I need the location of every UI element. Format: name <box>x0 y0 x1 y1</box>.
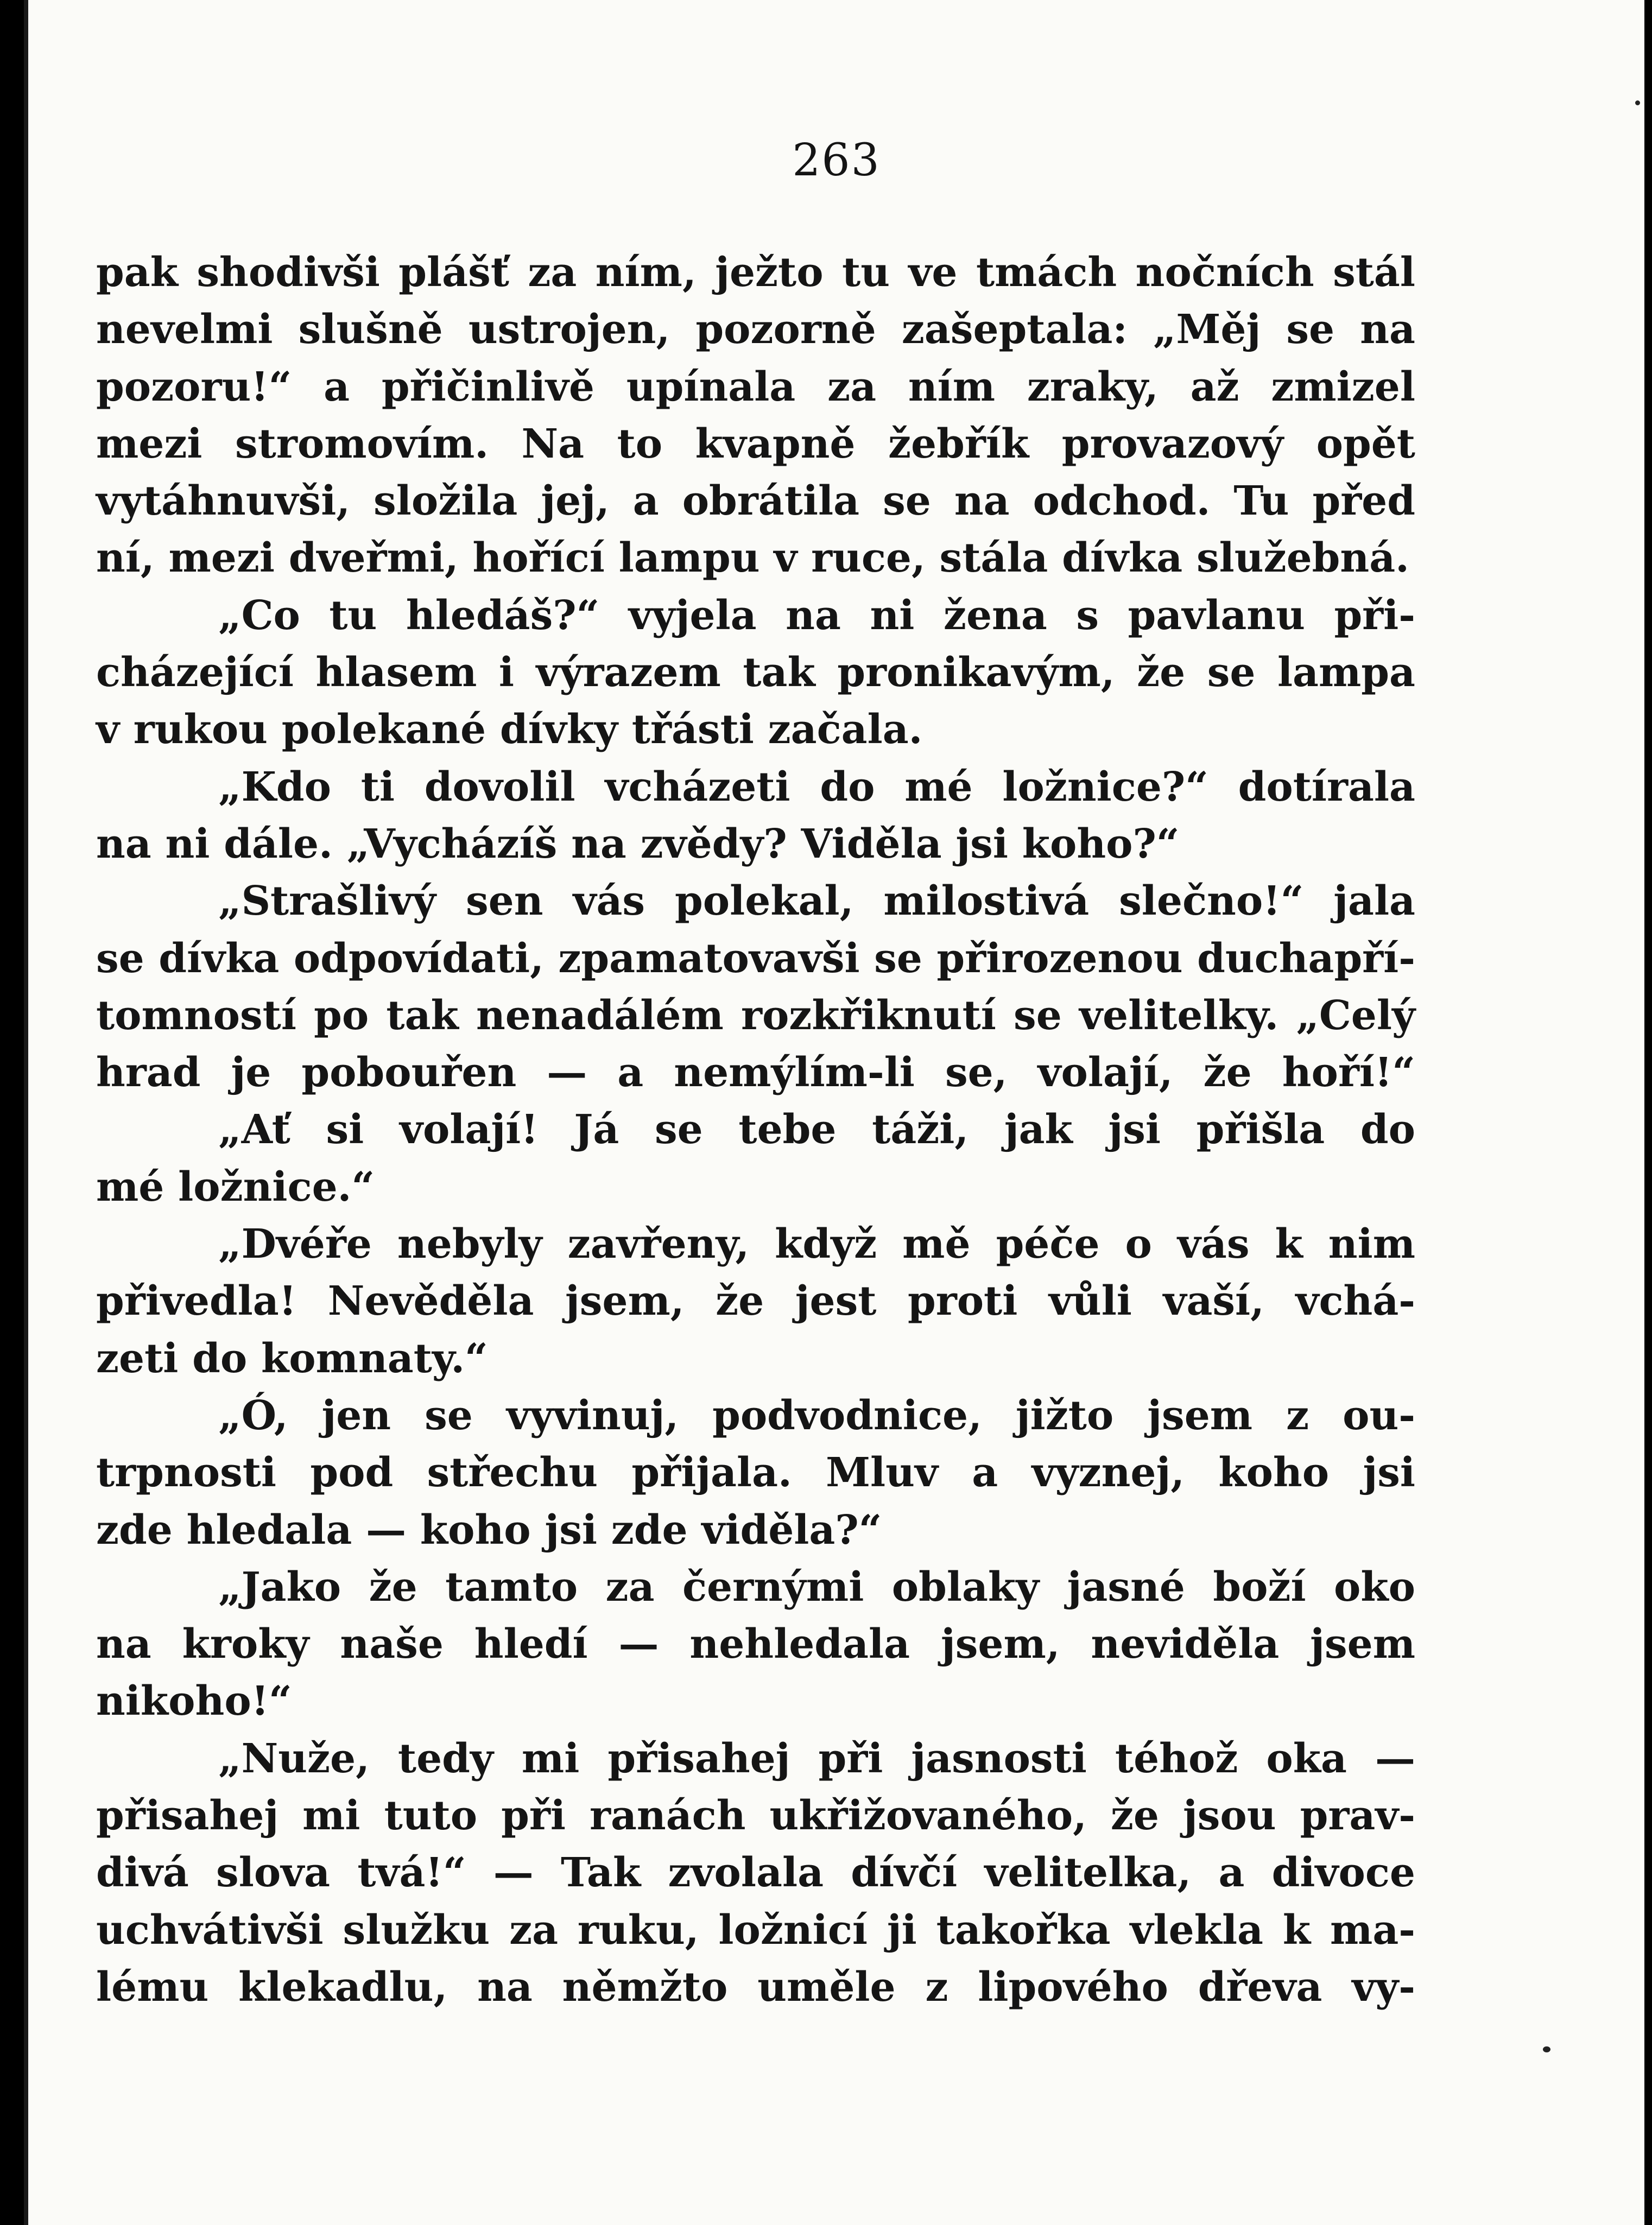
text-line: „Co tu hledáš?“ vyjela na ni žena s pavlanu při- <box>218 592 1415 639</box>
text-line: mezi stromovím. Na to kvapně žebřík provazový opět <box>96 420 1415 467</box>
book-page <box>24 0 1644 2225</box>
text-line: na ni dále. „Vycházíš na zvědy? Viděla jsi koho?“ <box>96 820 1180 867</box>
text-line: cházející hlasem i výrazem tak pronikavým, že se lampa <box>96 649 1415 696</box>
text-line: nikoho!“ <box>96 1678 292 1725</box>
text-line: se dívka odpovídati, zpamatovavši se přirozenou duchapří- <box>96 935 1415 982</box>
text-line: pak shodivši plášť za ním, ježto tu ve tmách nočních stál <box>96 249 1415 296</box>
text-line: zde hledala — koho jsi zde viděla?“ <box>96 1506 882 1554</box>
text-line: nevelmi slušně ustrojen, pozorně zašeptala: „Měj se na <box>96 306 1415 353</box>
text-line: lému klekadlu, na němžto uměle z lipového dřeva vy- <box>96 1963 1415 2011</box>
text-line: „Kdo ti dovolil vcházeti do mé ložnice?“ dotírala <box>218 763 1415 810</box>
text-line: „Jako že tamto za černými oblaky jasné boží oko <box>218 1563 1415 1611</box>
text-line: přivedla! Nevěděla jsem, že jest proti vůli vaší, vchá- <box>96 1278 1415 1325</box>
text-line: hrad je pobouřen — a nemýlím-li se, volají, že hoří!“ <box>96 1049 1415 1096</box>
text-line: „Nuže, tedy mi přisahej při jasnosti téhož oka — <box>218 1735 1415 1782</box>
text-line: „Ať si volají! Já se tebe táži, jak jsi přišla do <box>218 1106 1415 1153</box>
print-speck <box>1635 100 1640 105</box>
text-line: pozoru!“ a přičinlivě upínala za ním zraky, až zmizel <box>96 363 1415 410</box>
text-line: v rukou polekané dívky třásti začala. <box>96 706 923 753</box>
text-line: na kroky naše hledí — nehledala jsem, neviděla jsem <box>96 1621 1415 1668</box>
text-line: přisahej mi tuto při ranách ukřižovaného, že jsou prav- <box>96 1792 1415 1840</box>
text-line: uchvátivši služku za ruku, ložnicí ji takořka vlekla k ma- <box>96 1906 1415 1954</box>
text-line: mé ložnice.“ <box>96 1163 375 1210</box>
text-line: ní, mezi dveřmi, hořící lampu v ruce, stála dívka služebná. <box>96 535 1409 582</box>
text-line: „Strašlivý sen vás polekal, milostivá slečno!“ jala <box>218 878 1415 925</box>
text-line: tomností po tak nenadálém rozkřiknutí se velitelky. „Celý <box>96 992 1415 1039</box>
text-line: zeti do komnaty.“ <box>96 1335 488 1382</box>
text-line: „Dvéře nebyly zavřeny, když mě péče o vás k nim <box>218 1221 1415 1268</box>
text-line: „Ó, jen se vyvinuj, podvodnice, jižto jsem z ou- <box>218 1392 1415 1439</box>
text-line: trpnosti pod střechu přijala. Mluv a vyznej, koho jsi <box>96 1449 1415 1497</box>
text-line: divá slova tvá!“ — Tak zvolala dívčí velitelka, a divoce <box>96 1849 1415 1897</box>
body-text <box>96 244 1415 2016</box>
text-line: vytáhnuvši, složila jej, a obrátila se na odchod. Tu před <box>96 478 1415 525</box>
print-speck <box>1543 2046 1550 2052</box>
page-number: 263 <box>792 135 881 186</box>
